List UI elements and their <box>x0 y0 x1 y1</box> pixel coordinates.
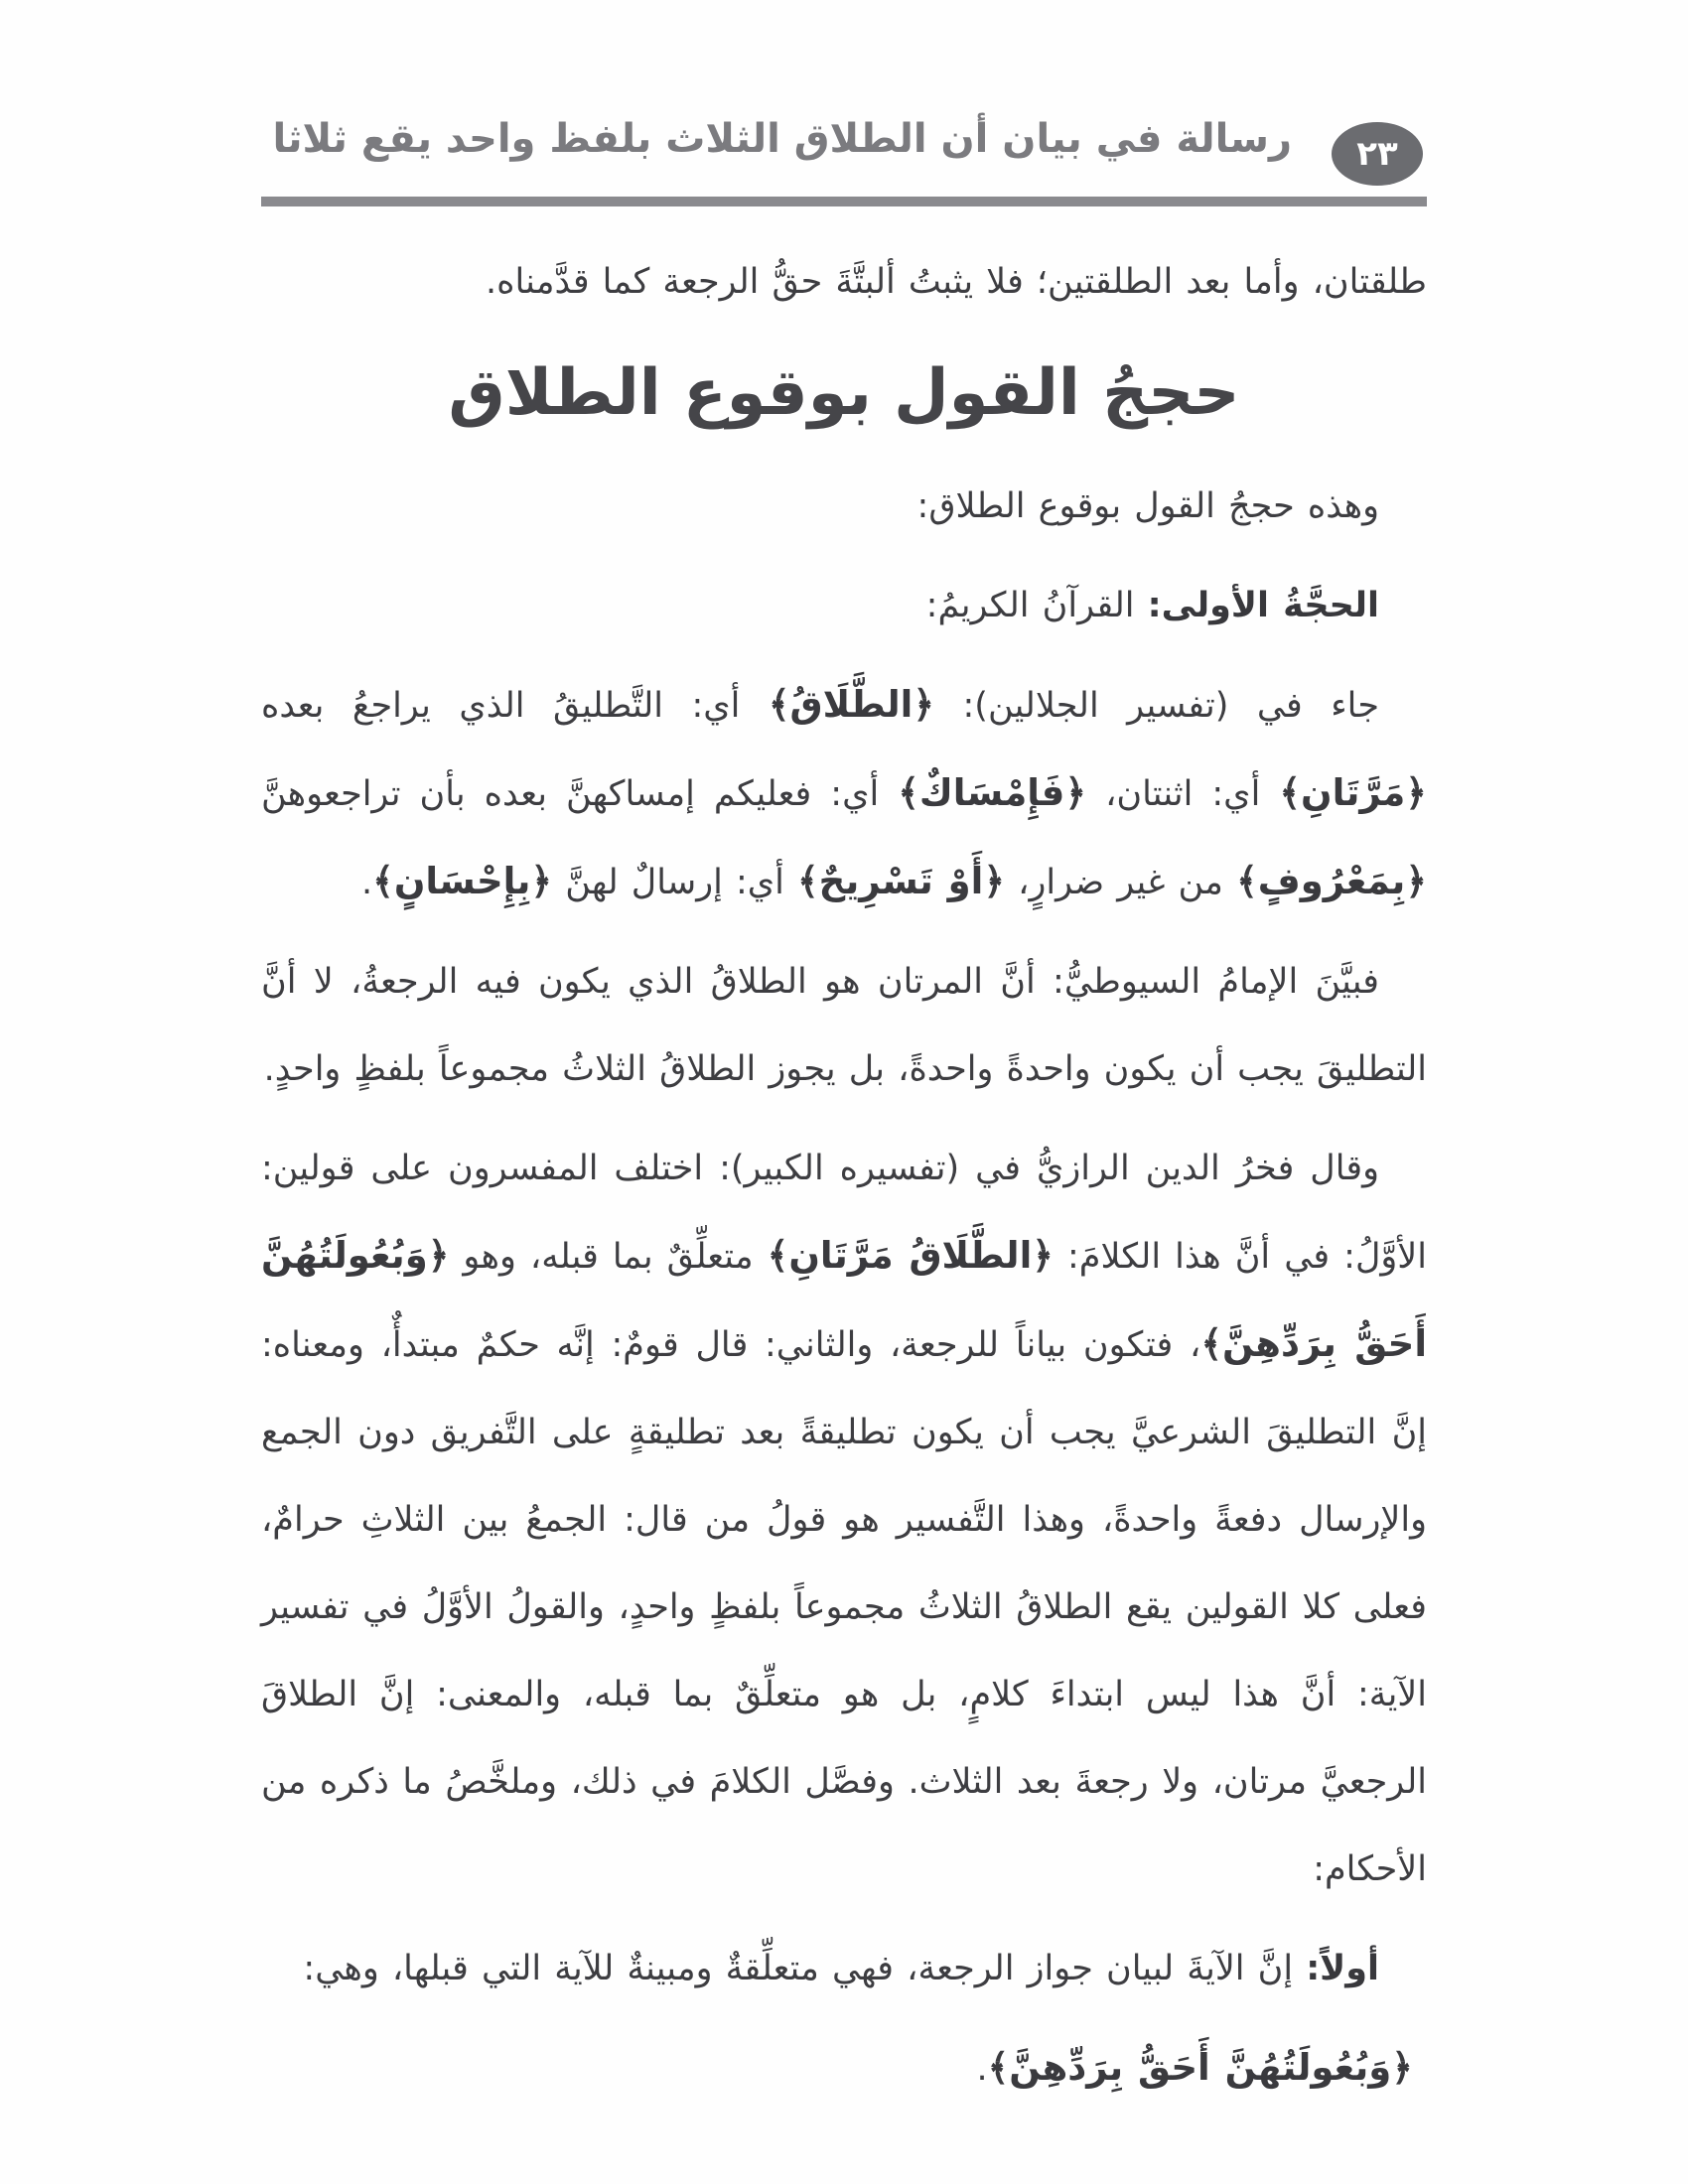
text-run: . <box>976 2049 988 2089</box>
section-heading: حججُ القول بوقوع الطلاق <box>448 356 1240 430</box>
paragraph-razi <box>261 1125 1427 1913</box>
text-run: . <box>361 863 373 902</box>
text-run: فبيَّنَ الإمامُ السيوطيُّ: أنَّ المرتان هو الطلاقُ الذي يكون فيه الرجعةُ، لا أنَّ التطليقَ يجب أن يكون واحدةً واحدةً، بل يجوز الطلاقُ الثلاثُ مجموعاً بلفظٍ واحدٍ. <box>261 962 1427 1089</box>
paragraph-intro <box>261 463 1427 550</box>
quran-quote: ﴿بِمَعْرُوفٍ﴾ <box>1236 860 1427 902</box>
quran-quote: ﴿الطَّلَاقُ﴾ <box>768 683 935 726</box>
body-text <box>261 238 1427 2124</box>
text-run: الحجَّةُ الأولى: <box>1147 586 1379 625</box>
page-number-badge <box>1332 122 1423 186</box>
quran-quote: ﴿بِإِحْسَانٍ﴾ <box>372 860 553 902</box>
text-run: جاء في (تفسير الجلالين): <box>934 686 1379 726</box>
header-divider-rule <box>261 197 1427 206</box>
paragraph-quran-citation <box>261 2024 1427 2113</box>
paragraph-first-proof <box>261 562 1427 649</box>
paragraph-continuation <box>261 238 1427 326</box>
paragraph-first-ruling <box>261 1925 1427 2012</box>
text-run: أولاً: <box>1306 1949 1379 1988</box>
quran-quote: ﴿وَبُعُولَتُهُنَّ أَحَقُّ بِرَدِّهِنَّ﴾ <box>261 1234 1428 1365</box>
quran-quote: ﴿فَإِمْسَاكٌ﴾ <box>898 771 1087 814</box>
text-run: وقال فخرُ الدين الرازيُّ في (تفسيره الكبير): اختلف المفسرون على قولين: الأوَّلُ: في أنَّ هذا الكلامَ: <box>261 1149 1427 1277</box>
text-run: من غير ضرارٍ، <box>1005 863 1237 902</box>
paragraph-jalalayn <box>261 661 1427 926</box>
text-run: ، فتكون بياناً للرجعة، والثاني: قال قومٌ: إنَّه حكمٌ مبتدأٌ، ومعناه: إنَّ التطليقَ الشرعيَّ يجب أن يكون تطليقةً بعد تطليقةٍ على التَّفريق دون الجمع والإرسال دفعةً واحدةً، وهذا التَّفسير هو قولُ من قال: الجمعُ بين الثلاثِ حرامٌ، فعلى كلا القولين يقع الطلاقُ الثلاثُ مجموعاً بلفظٍ واحدٍ، والقولُ الأوَّلُ في تفسير الآية: أنَّ هذا ليس ابتداءَ كلامٍ، بل هو متعلِّقٌ بما قبله، والمعنى: إنَّ الطلاقَ الرجعيَّ مرتان، ولا رجعةَ بعد الثلاث. وفصَّل الكلامَ في ذلك، وملخَّصُ ما ذكره من الأحكام: <box>261 1325 1427 1889</box>
text-run: متعلِّقٌ بما قبله، وهو <box>449 1237 768 1277</box>
text-run: القرآنُ الكريمُ: <box>925 586 1148 625</box>
quran-quote: ﴿الطَّلَاقُ مَرَّتَانِ﴾ <box>767 1234 1054 1277</box>
running-title: رسالة في بيان أن الطلاق الثلاث بلفظ واحد يقع ثلاثا <box>272 116 1292 162</box>
text-run: طلقتان، وأما بعد الطلقتين؛ فلا يثبتُ ألبتَّةَ حقُّ الرجعة كما قدَّمناه. <box>486 262 1427 302</box>
text-run: أي: فعليكم إمساكهنَّ بعده بأن تراجعوهنَّ <box>261 774 899 814</box>
text-run: وهذه حججُ القول بوقوع الطلاق: <box>916 486 1379 526</box>
page-number: ٢٣ <box>1356 134 1398 174</box>
quran-quote: ﴿أَوْ تَسْرِيحٌ﴾ <box>796 860 1006 902</box>
text-run: أي: التَّطليقُ الذي يراجعُ بعده <box>261 686 769 726</box>
paragraph-suyuti <box>261 938 1427 1113</box>
text-run: إنَّ الآيةَ لبيان جواز الرجعة، فهي متعلِّقةٌ ومبينةٌ للآية التي قبلها، وهي: <box>303 1949 1307 1988</box>
quran-quote: ﴿وَبُعُولَتُهُنَّ أَحَقُّ بِرَدِّهِنَّ﴾ <box>987 2046 1413 2089</box>
quran-quote: ﴿مَرَّتَانِ﴾ <box>1279 771 1427 814</box>
text-run: أي: اثنتان، <box>1086 774 1280 814</box>
text-run: أي: إرسالٌ لهنَّ <box>552 863 797 902</box>
page-header <box>261 0 1427 197</box>
